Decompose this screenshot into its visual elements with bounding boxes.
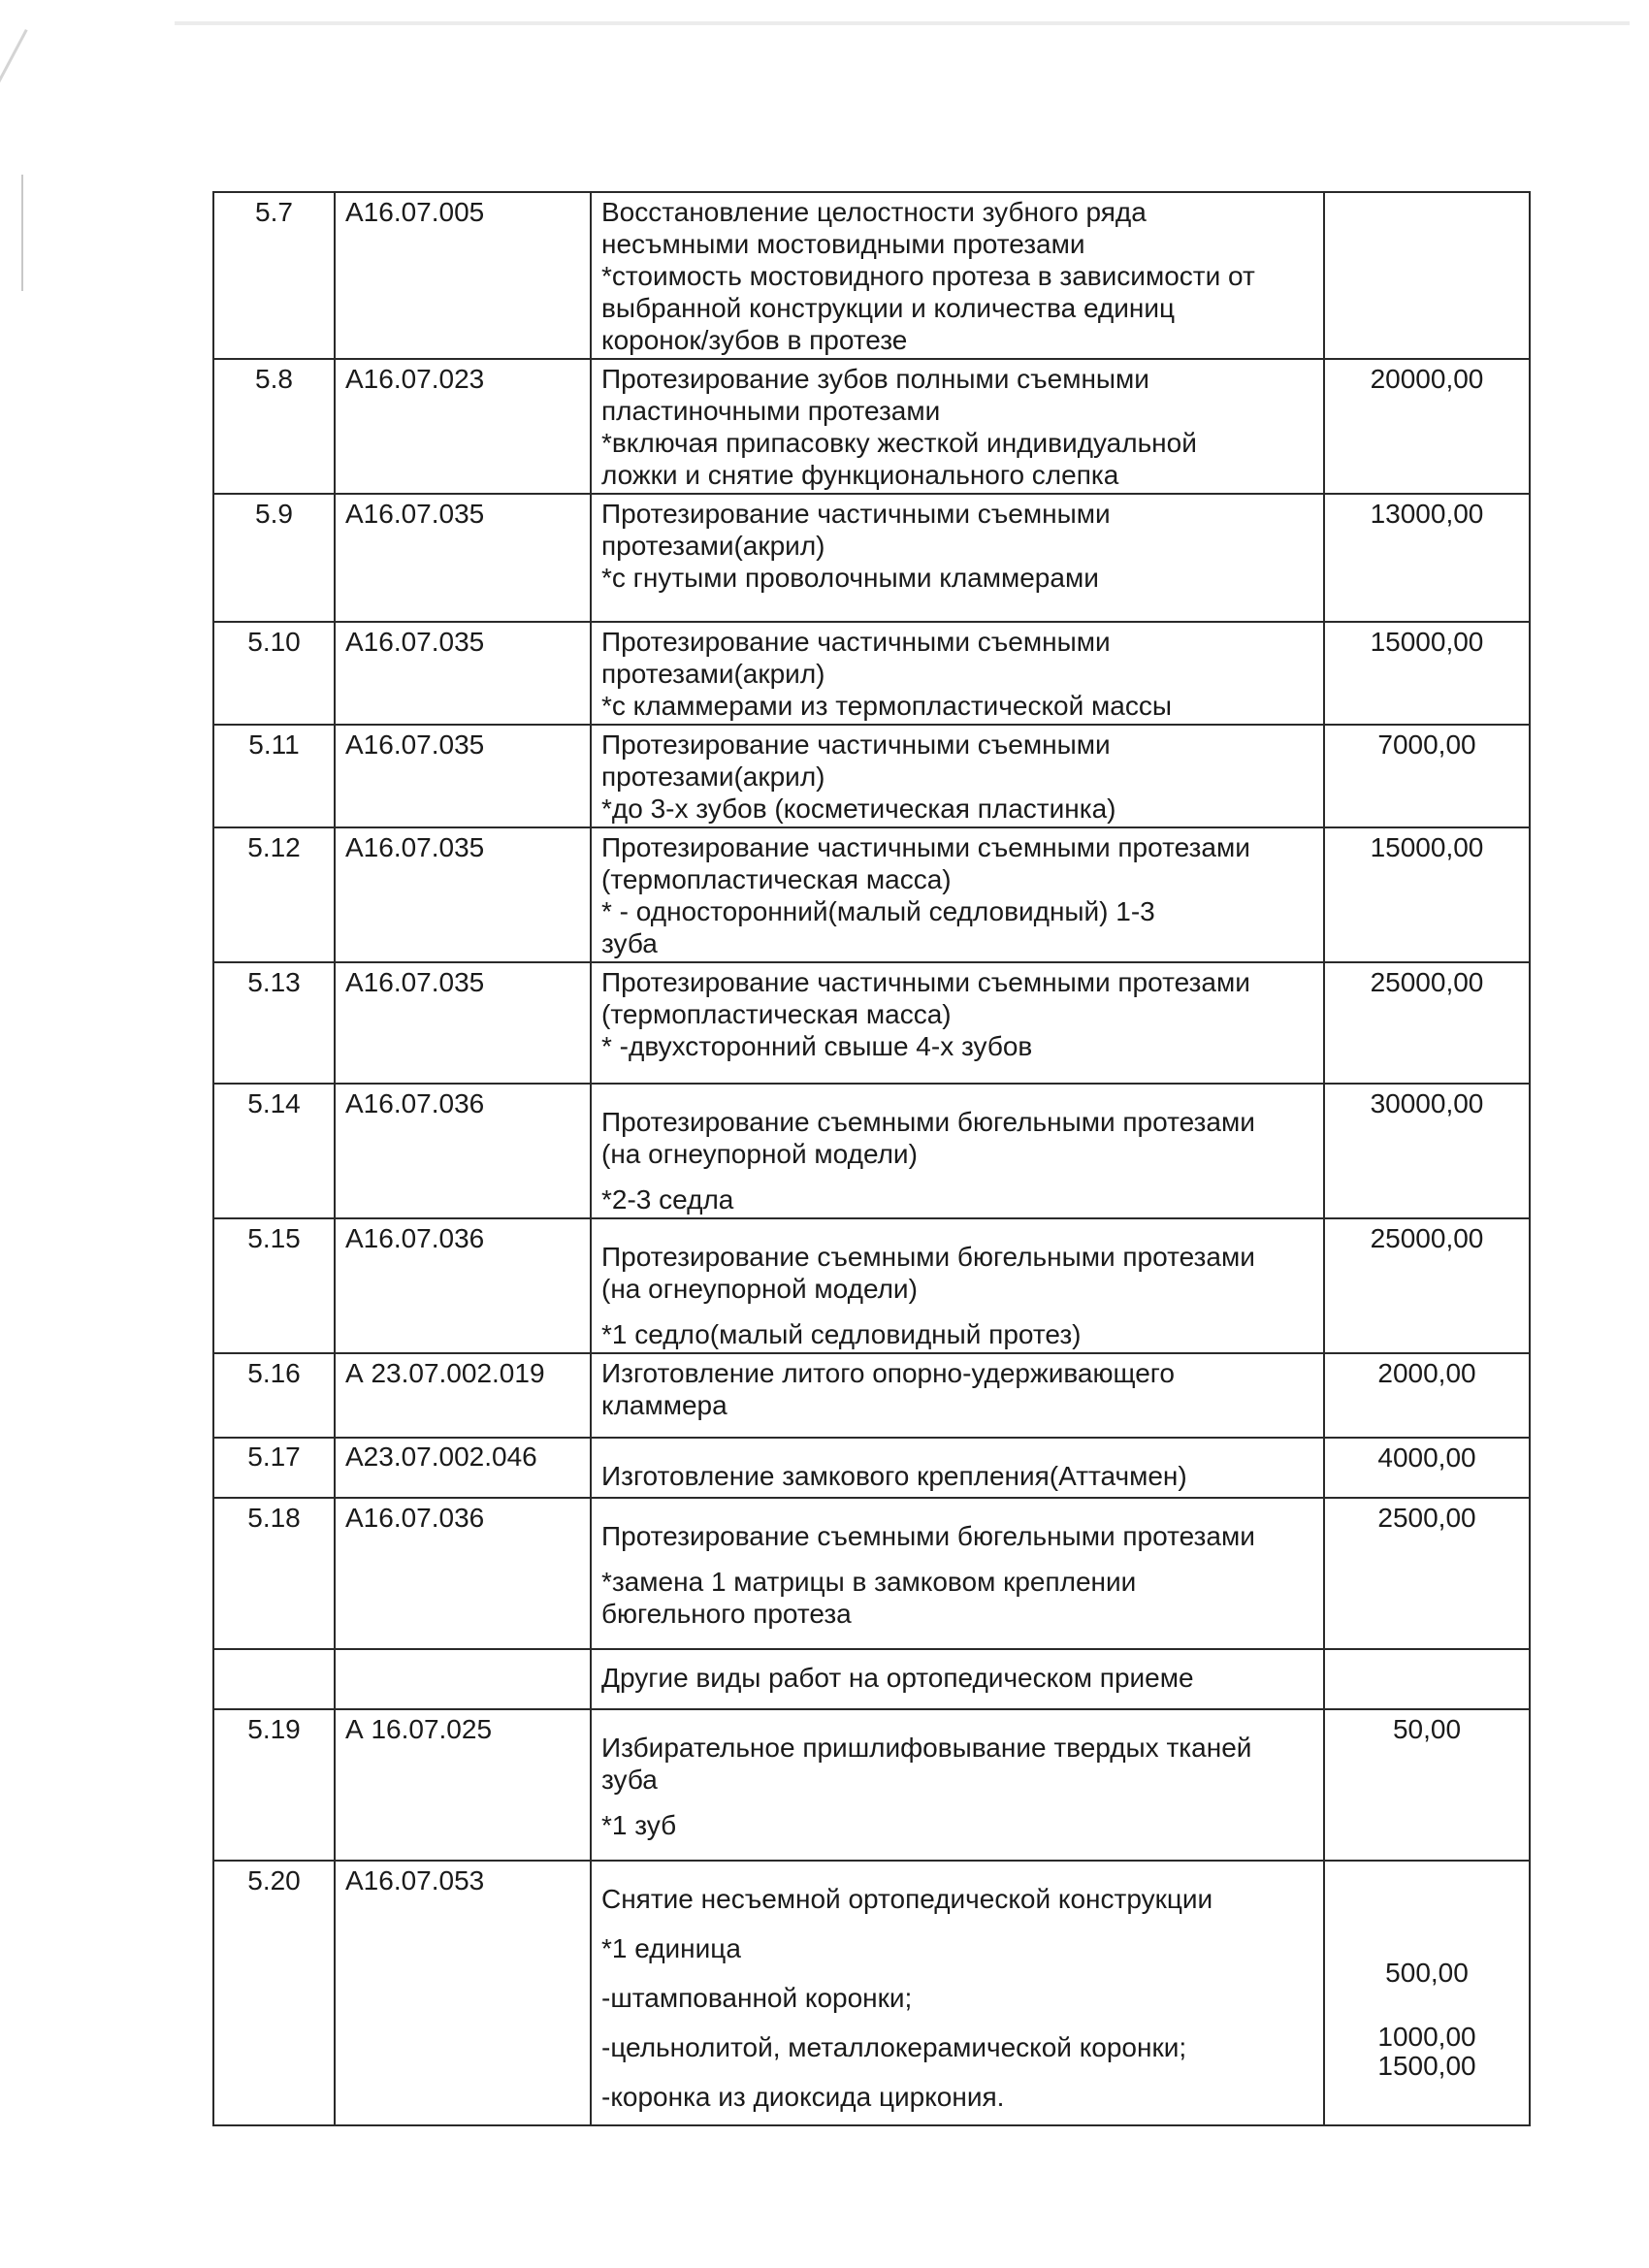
description-line: Протезирование частичными съемными протезами <box>601 832 1250 862</box>
description-line: пластиночными протезами <box>601 396 941 426</box>
table-row <box>213 622 1530 725</box>
service-price: 20000,00 <box>1324 359 1530 494</box>
service-price: 15000,00 <box>1324 622 1530 725</box>
table-row <box>213 494 1530 622</box>
service-price: 25000,00 <box>1324 962 1530 1084</box>
service-price: 2500,00 <box>1324 1498 1530 1649</box>
service-description <box>591 1218 1324 1353</box>
service-code: А16.07.035 <box>335 725 591 827</box>
sub-price: 500,00 <box>1385 1958 1469 1988</box>
description-line: Изготовление замкового крепления(Аттачмен) <box>601 1461 1187 1491</box>
service-code: А16.07.005 <box>335 192 591 359</box>
description-line: Избирательное пришлифовывание твердых тканей <box>601 1733 1252 1763</box>
scan-edge-top <box>175 21 1630 25</box>
service-description <box>591 962 1324 1084</box>
service-description <box>591 725 1324 827</box>
service-price: 25000,00 <box>1324 1218 1530 1353</box>
description-line: *1 единица <box>601 1933 741 1963</box>
service-code: А16.07.023 <box>335 359 591 494</box>
service-price: 13000,00 <box>1324 494 1530 622</box>
description-line: зуба <box>601 928 658 958</box>
description-line: Протезирование частичными съемными протезами <box>601 967 1250 997</box>
service-price-list <box>1324 1861 1530 2125</box>
service-description <box>591 494 1324 622</box>
description-line: выбранной конструкции и количества единиц <box>601 293 1176 323</box>
description-line: Восстановление целостности зубного ряда <box>601 197 1147 227</box>
service-description <box>591 1861 1324 2125</box>
description-line: кламмера <box>601 1390 728 1420</box>
table-row <box>213 1218 1530 1353</box>
description-line: *с гнутыми проволочными кламмерами <box>601 563 1099 593</box>
description-line: *1 седло(малый седловидный протез) <box>601 1319 1082 1349</box>
row-number: 5.9 <box>213 494 335 622</box>
row-number: 5.7 <box>213 192 335 359</box>
service-description <box>591 622 1324 725</box>
section-heading <box>591 1649 1324 1709</box>
service-code: А16.07.035 <box>335 622 591 725</box>
service-code: А16.07.035 <box>335 494 591 622</box>
service-code: А16.07.035 <box>335 962 591 1084</box>
service-price: 15000,00 <box>1324 827 1530 962</box>
service-description <box>591 1438 1324 1498</box>
table-row <box>213 827 1530 962</box>
service-price: 30000,00 <box>1324 1084 1530 1218</box>
description-line: протезами(акрил) <box>601 761 825 792</box>
description-line: (на огнеупорной модели) <box>601 1139 918 1169</box>
description-line: Протезирование съемными бюгельными протезами <box>601 1521 1255 1551</box>
description-line: *2-3 седла <box>601 1184 734 1215</box>
row-number: 5.13 <box>213 962 335 1084</box>
service-description <box>591 1709 1324 1861</box>
table-row <box>213 1861 1530 2125</box>
table-row <box>213 1709 1530 1861</box>
service-code: А16.07.036 <box>335 1498 591 1649</box>
service-price <box>1324 1649 1530 1709</box>
description-line: * -двухсторонний свыше 4-х зубов <box>601 1031 1033 1061</box>
price-list-table <box>212 191 1531 2126</box>
description-line: Протезирование частичными съемными <box>601 729 1111 760</box>
row-number: 5.10 <box>213 622 335 725</box>
table-row <box>213 1498 1530 1649</box>
service-price: 7000,00 <box>1324 725 1530 827</box>
description-line: *1 зуб <box>601 1810 677 1840</box>
description-line: Протезирование частичными съемными <box>601 499 1111 529</box>
row-number: 5.14 <box>213 1084 335 1218</box>
row-number: 5.18 <box>213 1498 335 1649</box>
row-number: 5.17 <box>213 1438 335 1498</box>
description-line: -штампованной коронки; <box>601 1983 913 2013</box>
row-number <box>213 1649 335 1709</box>
description-line: (термопластическая масса) <box>601 999 952 1029</box>
row-number: 5.19 <box>213 1709 335 1861</box>
table-row <box>213 1084 1530 1218</box>
service-description <box>591 359 1324 494</box>
row-number: 5.20 <box>213 1861 335 2125</box>
description-line: *стоимость мостовидного протеза в зависимости от <box>601 261 1255 291</box>
description-line: (на огнеупорной модели) <box>601 1274 918 1304</box>
service-code: А16.07.035 <box>335 827 591 962</box>
table-row <box>213 962 1530 1084</box>
table-row <box>213 359 1530 494</box>
table-row <box>213 1438 1530 1498</box>
scan-fold-mark <box>0 29 28 253</box>
description-line: протезами(акрил) <box>601 531 825 561</box>
service-description <box>591 1353 1324 1438</box>
sub-price: 1500,00 <box>1377 2051 1476 2081</box>
row-number: 5.11 <box>213 725 335 827</box>
service-code: А23.07.002.046 <box>335 1438 591 1498</box>
description-line: -коронка из диоксида циркония. <box>601 2082 1005 2112</box>
description-line: Протезирование съемными бюгельными протезами <box>601 1242 1255 1272</box>
service-code: А16.07.036 <box>335 1218 591 1353</box>
service-price: 50,00 <box>1324 1709 1530 1861</box>
row-number: 5.8 <box>213 359 335 494</box>
service-code: А 23.07.002.019 <box>335 1353 591 1438</box>
row-number: 5.12 <box>213 827 335 962</box>
row-number: 5.15 <box>213 1218 335 1353</box>
description-line: (термопластическая масса) <box>601 864 952 894</box>
description-line: Протезирование частичными съемными <box>601 627 1111 657</box>
description-line: бюгельного протеза <box>601 1599 852 1629</box>
description-line: * - односторонний(малый седловидный) 1-3 <box>601 896 1155 926</box>
sub-price: 1000,00 <box>1377 2022 1476 2052</box>
section-row <box>213 1649 1530 1709</box>
service-description <box>591 1084 1324 1218</box>
table-row <box>213 1353 1530 1438</box>
description-line: *замена 1 матрицы в замковом креплении <box>601 1567 1137 1597</box>
description-line: зуба <box>601 1765 658 1795</box>
service-description <box>591 827 1324 962</box>
service-description <box>591 192 1324 359</box>
description-line: ложки и снятие функционального слепка <box>601 460 1119 490</box>
service-price: 4000,00 <box>1324 1438 1530 1498</box>
description-line: *включая припасовку жесткой индивидуальной <box>601 428 1197 458</box>
description-line: несъмными мостовидными протезами <box>601 229 1085 259</box>
description-line: Изготовление литого опорно-удерживающего <box>601 1358 1175 1388</box>
service-price <box>1324 192 1530 359</box>
table-row <box>213 725 1530 827</box>
description-line: Протезирование зубов полными съемными <box>601 364 1149 394</box>
description-line: Снятие несъемной ортопедической конструкции <box>601 1884 1213 1914</box>
description-line: -цельнолитой, металлокерамической коронки; <box>601 2032 1187 2062</box>
description-line: протезами(акрил) <box>601 659 825 689</box>
description-line: *до 3-х зубов (косметическая пластинка) <box>601 794 1116 824</box>
service-price: 2000,00 <box>1324 1353 1530 1438</box>
scan-edge-left <box>21 175 23 291</box>
service-description <box>591 1498 1324 1649</box>
description-line: Протезирование съемными бюгельными протезами <box>601 1107 1255 1137</box>
description-line: *с кламмерами из термопластической массы <box>601 691 1172 721</box>
service-code: А16.07.036 <box>335 1084 591 1218</box>
row-number: 5.16 <box>213 1353 335 1438</box>
service-code: А16.07.053 <box>335 1861 591 2125</box>
description-line: коронок/зубов в протезе <box>601 325 908 355</box>
service-code <box>335 1649 591 1709</box>
service-code: А 16.07.025 <box>335 1709 591 1861</box>
table-row <box>213 192 1530 359</box>
description-line: Другие виды работ на ортопедическом приеме <box>601 1663 1194 1693</box>
